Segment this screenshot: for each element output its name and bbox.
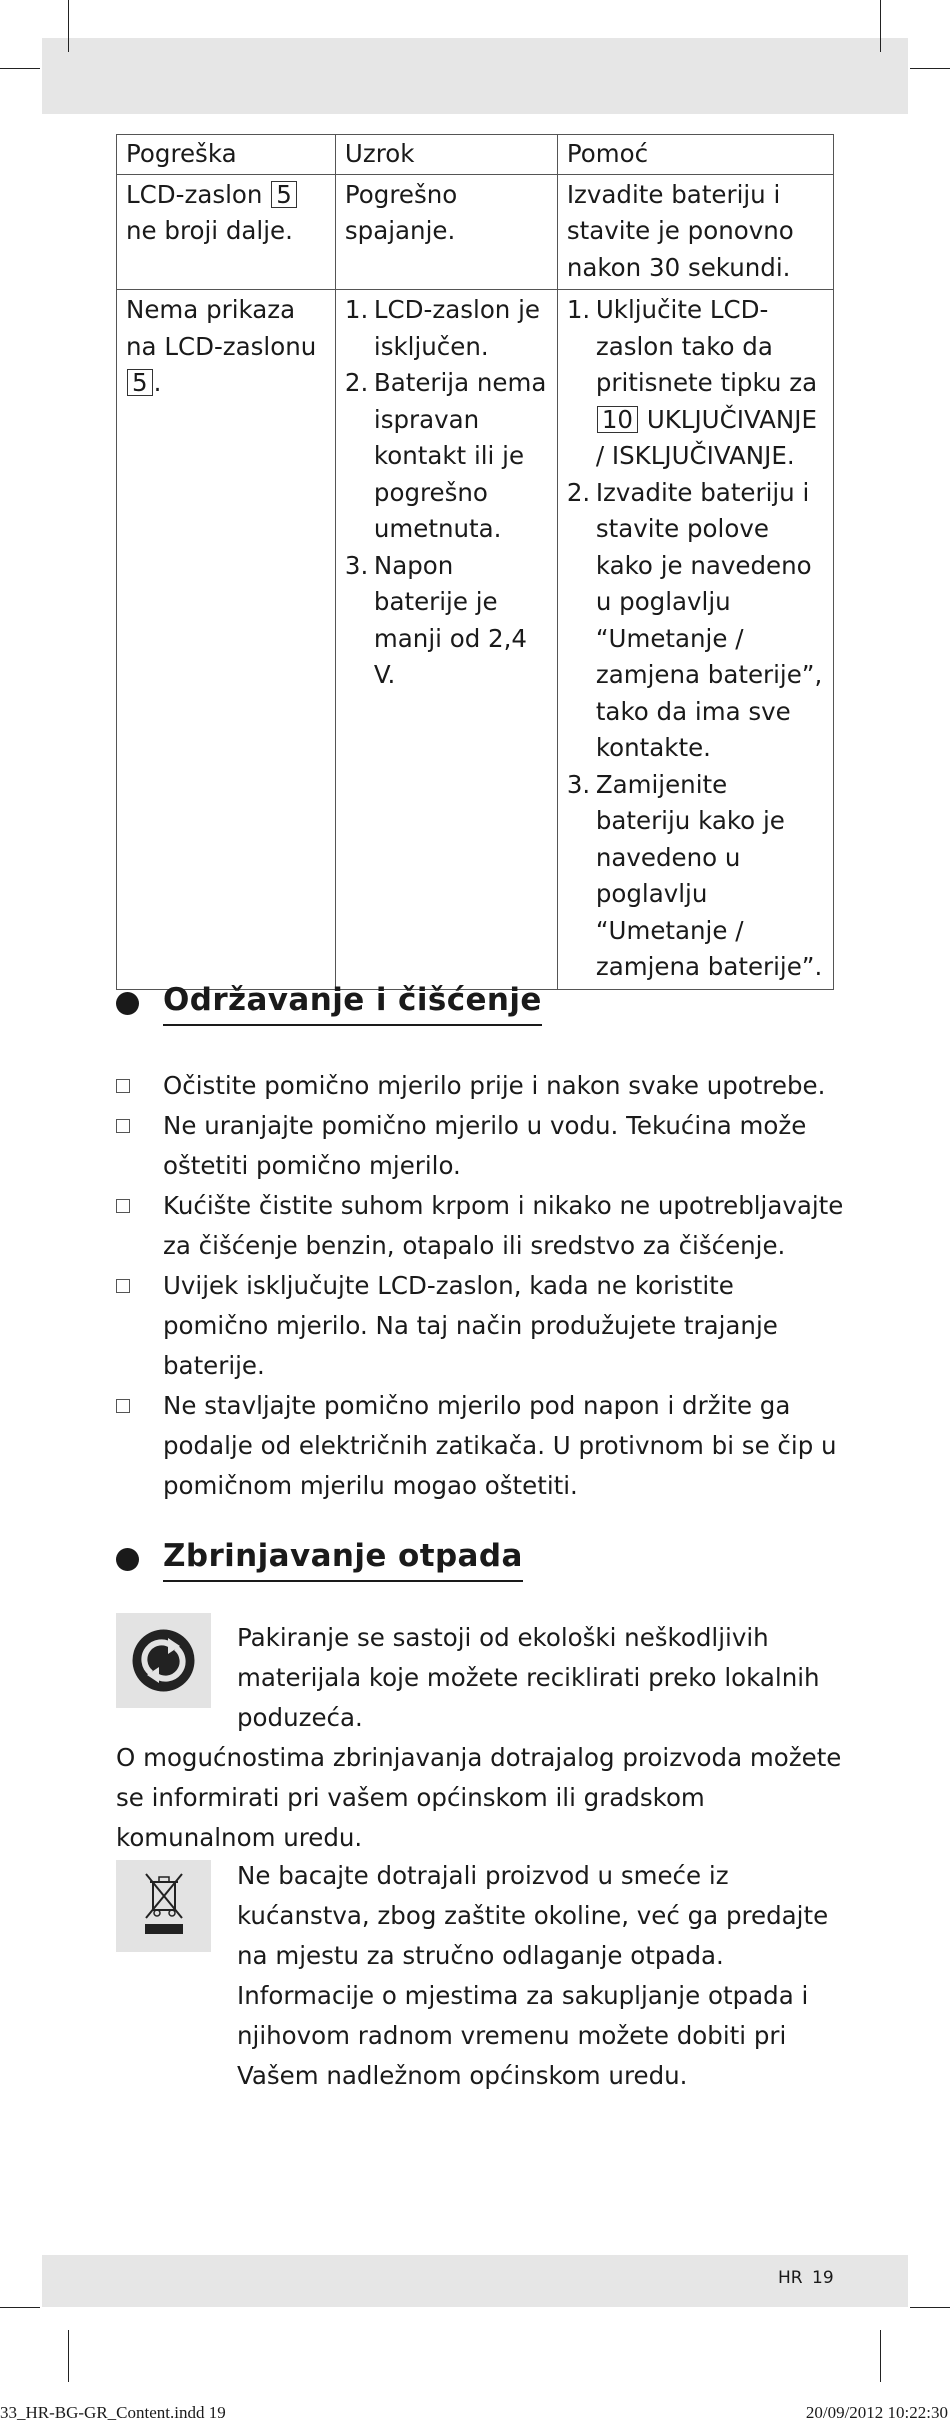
crop-mark [880, 2330, 881, 2382]
column-header: Pogreška [117, 135, 336, 175]
print-timestamp: 20/09/2012 10:22:30 [805, 2403, 948, 2422]
list-item: Ne stavljajte pomično mjerilo pod napon i držite ga podalje od električnih zatikača. U protivnom bi se čip u pomičnom mjerilu mogao oštetiti. [116, 1386, 846, 1506]
list-item: 1. LCD-zaslon je isključen. [344, 295, 540, 361]
column-header: Uzrok [335, 135, 557, 175]
list-item: 2. Izvadite bateriju i stavite polove kako je navedeno u poglavlju “Umetanje / zamjena baterije”, tako da ima sve kontakte. [566, 477, 823, 762]
crop-mark [68, 0, 69, 52]
table-row [117, 290, 834, 990]
header-band [42, 38, 908, 114]
crop-mark [910, 2307, 950, 2308]
crop-mark [0, 2307, 40, 2308]
recycle-icon [116, 1613, 211, 1708]
file-slug: 33_HR-BG-GR_Content.indd 19 [0, 2403, 226, 2422]
list-item: 3. Napon baterije je manji od 2,4 V. [344, 550, 528, 689]
weee-text: Ne bacajte dotrajali proizvod u smeće iz kućanstva, zbog zaštite okoline, već ga predajte na mjestu za stručno odlaganje otpada. Informacije o mjestima za sakupljanje otpada i njihovom radnom vremenu možete dobiti pri Vašem nadležnom općinskom uredu. [237, 1861, 829, 2090]
error-cell: Nema prikaza na LCD-zaslonu 5 . [117, 290, 336, 990]
disposal-heading [116, 1536, 523, 1582]
checkbox-bullet-icon [116, 1199, 130, 1213]
error-cell: LCD-zaslon 5 ne broji dalje. [117, 174, 336, 290]
bullet-dot-icon [116, 1548, 139, 1571]
crossed-bin-icon [116, 1860, 211, 1952]
checkbox-bullet-icon [116, 1079, 130, 1093]
bullet-dot-icon [116, 992, 139, 1015]
list-item: 3. Zamijenite bateriju kako je navedeno u poglavlju “Umetanje / zamjena baterije”. [566, 769, 823, 981]
packaging-text: Pakiranje se sastoji od ekološki neškodljivih materijala koje možete reciklirati preko lokalnih poduzeća. [237, 1623, 820, 1732]
disposal-options-text: O mogućnostima zbrinjavanja dotrajalog proizvoda možete se informirati pri vašem općinskom ili gradskom komunalnom uredu. [116, 1743, 842, 1852]
troubleshooting-table [116, 134, 834, 990]
list-item: Kućište čistite suhom krpom i nikako ne upotrebljavajte za čišćenje benzin, otapalo ili sredstvo za čišćenje. [116, 1186, 846, 1266]
list-item: Očistite pomično mjerilo prije i nakon svake upotrebe. [116, 1066, 846, 1106]
help-cell: Izvadite bateriju i stavite je ponovno nakon 30 sekundi. [557, 174, 833, 290]
reference-number: 5 [271, 181, 297, 208]
crop-mark [68, 2330, 69, 2382]
checkbox-bullet-icon [116, 1399, 130, 1413]
crop-mark [880, 0, 881, 52]
reference-number: 10 [597, 406, 638, 433]
list-item: Ne uranjajte pomično mjerilo u vodu. Tekućina može oštetiti pomično mjerilo. [116, 1106, 846, 1186]
maintenance-list [116, 1066, 846, 1506]
list-item: Uvijek isključujte LCD-zaslon, kada ne koristite pomično mjerilo. Na taj način produžujete trajanje baterije. [116, 1266, 846, 1386]
cause-cell: Pogrešno spajanje. [335, 174, 557, 290]
column-header: Pomoć [557, 135, 833, 175]
checkbox-bullet-icon [116, 1279, 130, 1293]
table-row [117, 174, 834, 290]
page-number: 19 [812, 2268, 834, 2288]
reference-number: 5 [127, 369, 153, 396]
crop-mark [0, 68, 40, 69]
language-code: HR [778, 2268, 803, 2288]
table-header-row [117, 135, 834, 175]
checkbox-bullet-icon [116, 1119, 130, 1133]
crop-mark [910, 68, 950, 69]
help-cell [557, 290, 833, 990]
cause-cell [335, 290, 557, 990]
list-item: 2. Baterija nema ispravan kontakt ili je pogrešno umetnuta. [344, 368, 547, 543]
list-item: 1. Uključite LCD-zaslon tako da pritisnete tipku za 10 UKLJUČIVANJE / ISKLJUČIVANJE. [566, 295, 818, 470]
maintenance-heading [116, 980, 542, 1026]
section-title: Zbrinjavanje otpada [163, 1536, 523, 1582]
section-title: Održavanje i čišćenje [163, 980, 542, 1026]
